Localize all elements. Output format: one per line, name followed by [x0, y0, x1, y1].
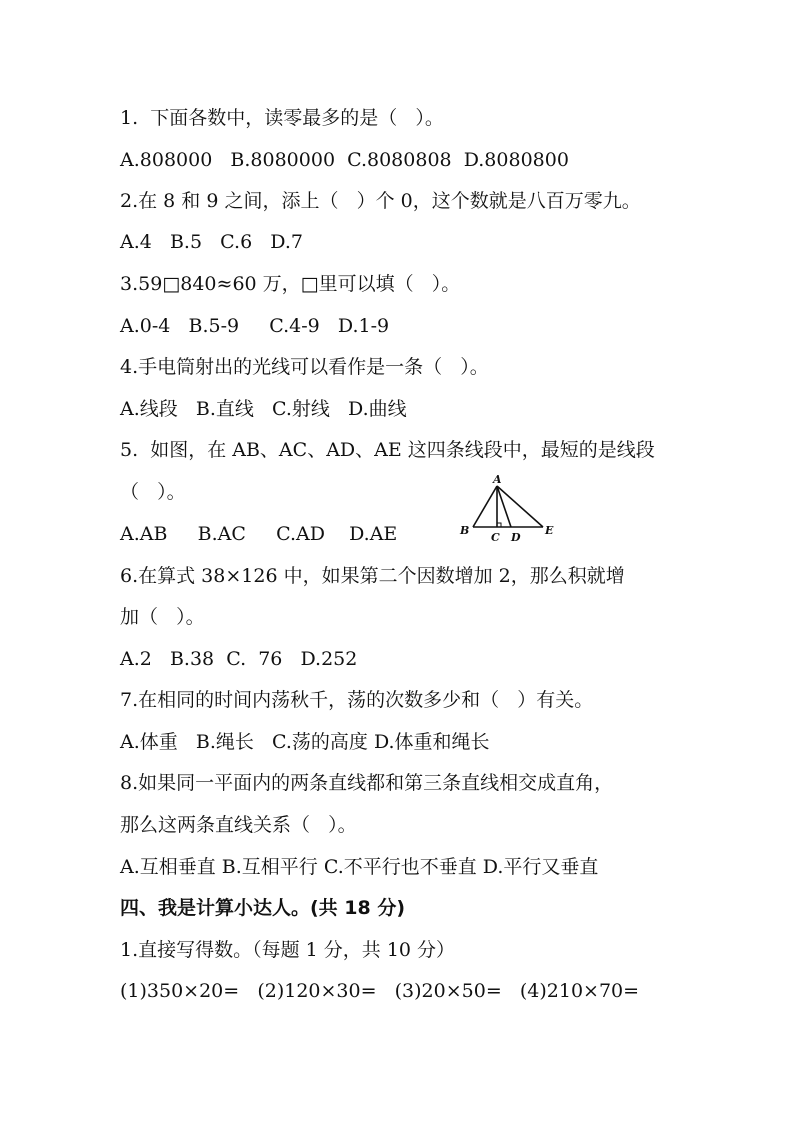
line-q7-options: A.体重 B.绳长 C.荡的高度 D.体重和绳长 [120, 731, 490, 753]
line-q7: 7.在相同的时间内荡秋千，荡的次数多少和（ ）有关。 [120, 689, 594, 711]
segment-ab [473, 486, 497, 527]
line-q5: 5. 如图，在 AB、AC、AD、AE 这四条线段中，最短的是线段 [120, 439, 655, 461]
section-heading: 四、我是计算小达人。(共 18 分) [120, 897, 406, 919]
line-q1: 1. 下面各数中，读零最多的是（ ）。 [120, 107, 444, 129]
label-d: D [511, 531, 521, 544]
line-q2-options: A.4 B.5 C.6 D.7 [120, 231, 303, 253]
label-c: C [491, 531, 500, 544]
line-q8-cont: 那么这两条直线关系（ ）。 [120, 814, 357, 836]
line-q3: 3.59□840≈60 万，□里可以填（ ）。 [120, 273, 461, 295]
triangle-figure [455, 472, 560, 544]
label-a: A [493, 473, 502, 486]
line-q4: 4.手电筒射出的光线可以看作是一条（ ）。 [120, 356, 489, 378]
line-q1-options: A.808000 B.8080000 C.8080808 D.8080800 [120, 149, 569, 171]
label-e: E [545, 524, 554, 537]
line-q2: 2.在 8 和 9 之间，添上（ ）个 0，这个数就是八百万零九。 [120, 190, 641, 212]
line-q6-options: A.2 B.38 C. 76 D.252 [120, 648, 358, 670]
label-b: B [460, 524, 470, 537]
line-q3-options: A.0-4 B.5-9 C.4-9 D.1-9 [120, 315, 390, 337]
line-q8: 8.如果同一平面内的两条直线都和第三条直线相交成直角， [120, 772, 614, 794]
line-calc-problems: (1)350×20= (2)120×30= (3)20×50= (4)210×70= [120, 980, 640, 1002]
line-q6: 6.在算式 38×126 中，如果第二个因数增加 2，那么积就增 [120, 565, 625, 587]
line-q6-cont: 加（ ）。 [120, 606, 205, 628]
line-q5-blank: （ ）。 [120, 481, 186, 503]
line-q5-options: A.AB B.AC C.AD D.AE [120, 523, 398, 545]
line-q4-options: A.线段 B.直线 C.射线 D.曲线 [120, 398, 407, 420]
line-calc-1: 1.直接写得数。（每题 1 分，共 10 分） [120, 939, 456, 961]
line-q8-options: A.互相垂直 B.互相平行 C.不平行也不垂直 D.平行又垂直 [120, 856, 599, 878]
